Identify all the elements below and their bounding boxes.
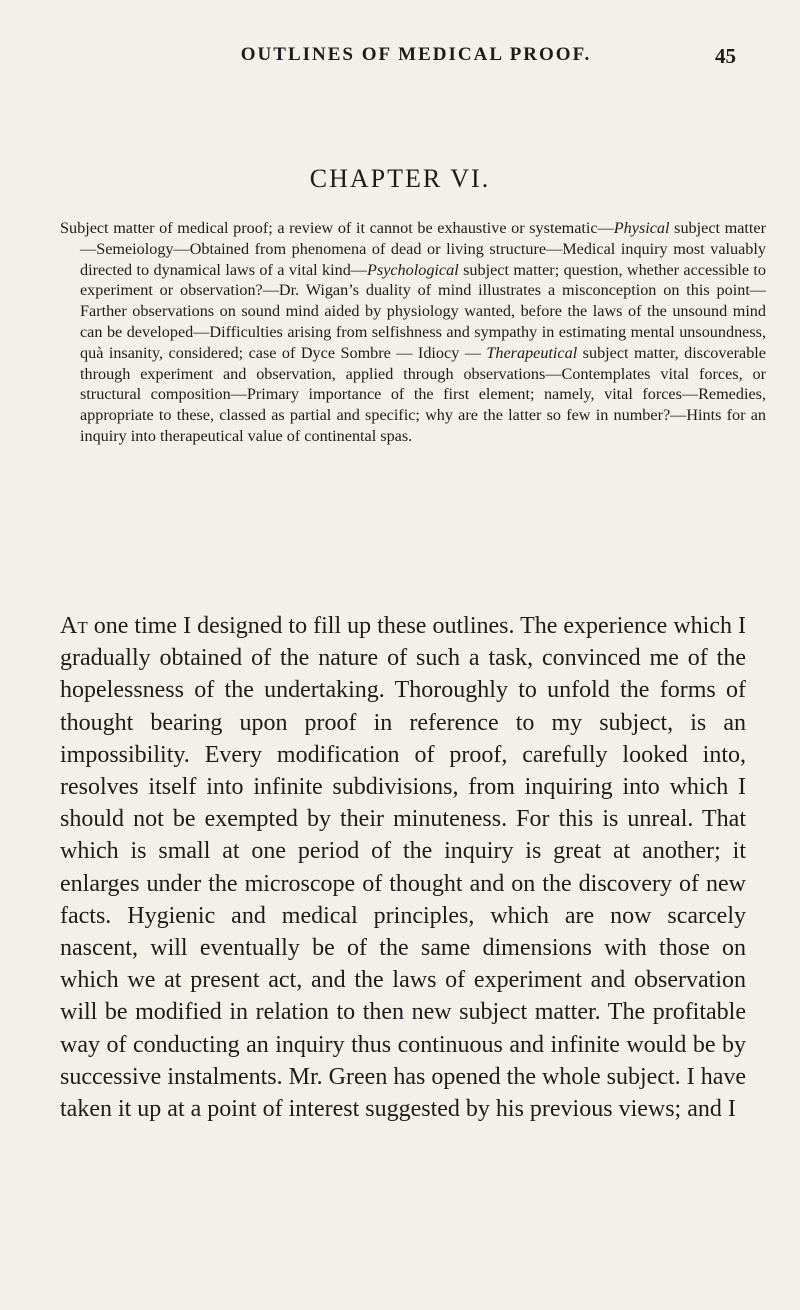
synopsis-text: subject matter; question, whether accessible to experiment or observation?—Dr. Wigan’s duality of mind illustrates a misconception on this point—Farther observations on sound mind aided by physiology wanted, before the laws of the unsound mind can be developed—Difficulties arising from selfishness and sympathy in estimating mental unsoundness, quà insanity, considered; case of Dyce Sombre — Idiocy — <box>80 260 767 362</box>
chapter-heading: CHAPTER VI. <box>309 164 491 193</box>
running-title: OUTLINES OF MEDICAL PROOF. <box>240 44 592 65</box>
chapter-synopsis <box>60 218 766 447</box>
synopsis-text: subject matter, discoverable through experiment and observation, applied through observations—Contemplates vital forces, or structural composition—Primary importance of the first element; namely, vital forces—Remedies, appropriate to these, classed as partial and specific; why are the latter so few in number?—Hints for an inquiry into therapeutical value of continental spas. <box>80 343 766 445</box>
opening-word: At <box>60 613 88 639</box>
body-text: one time I designed to fill up these outlines. The experience which I gradually obtained of the nature of such a task, convinced me of the hopelessness of the undertaking. Thoroughly to unfold the forms of thought bearing upon proof in reference to my subject, is an impossibility. Every modification of proof, carefully looked into, resolves itself into infinite subdivisions, from inquiring into which I should not be exempted by their minuteness. For this is unreal. That which is small at one period of the inquiry is great at another; it enlarges under the microscope of thought and on the discovery of new facts. Hygienic and medical principles, which are now scarcely nascent, will eventually be of the same dimensions with those on which we at present act, and the laws of experiment and observation will be modified in relation to then new subject matter. The profitable way of conducting an inquiry thus continuous and infinite would be by successive instalments. Mr. Green has opened the whole subject. I have taken it up at a point of interest suggested by his previous views; and I <box>60 613 746 1123</box>
synopsis-text: Subject matter of medical proof; a review of it cannot be exhaustive or systematic— <box>60 219 614 237</box>
synopsis-physical: Physical <box>613 219 670 237</box>
body-paragraph <box>60 610 746 1125</box>
page-number: 45 <box>715 44 736 68</box>
running-head <box>96 44 736 84</box>
synopsis-therapeutical: Therapeutical <box>486 343 578 362</box>
synopsis-text: subject matter—Semeiology—Obtained from phenomena of dead or living structure—Medical inquiry most valuably directed to dynamical laws of a vital kind— <box>80 219 766 279</box>
synopsis-psychological: Psychological <box>367 260 459 279</box>
